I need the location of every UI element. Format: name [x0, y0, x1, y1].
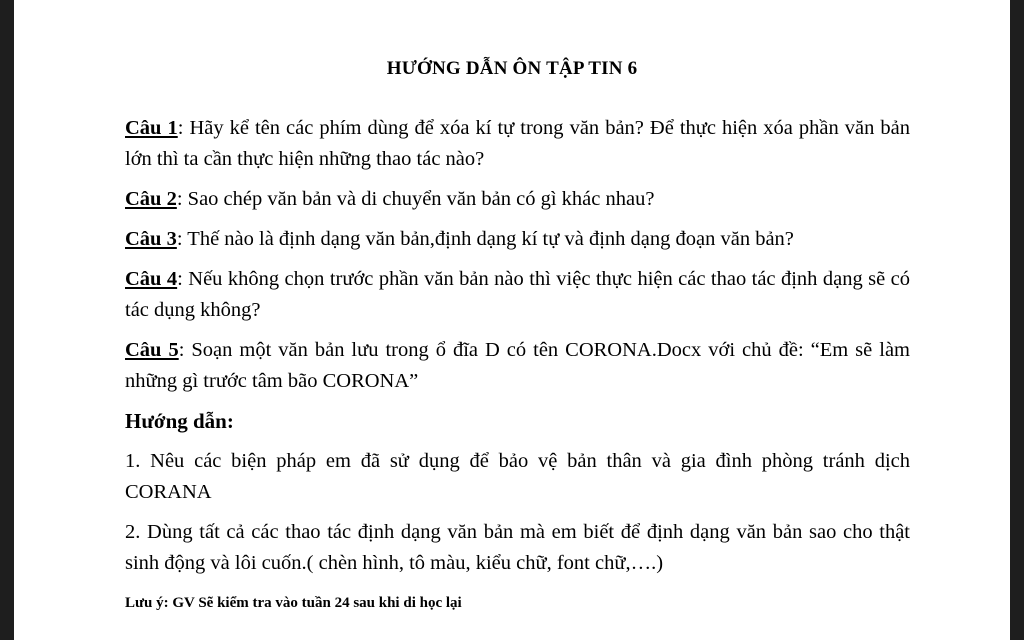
question-4-label: Câu 4	[125, 268, 178, 290]
question-2-label: Câu 2	[125, 188, 177, 210]
question-5-label: Câu 5	[125, 339, 179, 361]
question-3-label: Câu 3	[125, 228, 177, 250]
guide-heading: Hướng dẫn:	[125, 409, 234, 433]
viewer-left-border	[0, 0, 14, 640]
question-1-text: : Hãy kể tên các phím dùng để xóa kí tự trong văn bản? Để thực hiện xóa phần văn bản lớn thì ta cần thực hiện những thao tác nào?	[125, 117, 910, 170]
question-4-text: : Nếu không chọn trước phần văn bản nào thì việc thực hiện các thao tác định dạng sẽ có tác dụng không?	[125, 268, 910, 321]
viewer-right-border	[1010, 0, 1024, 640]
question-2	[125, 184, 910, 215]
question-5-text: : Soạn một văn bản lưu trong ổ đĩa D có tên CORONA.Docx với chủ đề: “Em sẽ làm những gì trước tâm bão CORONA”	[125, 339, 910, 392]
question-5	[125, 335, 910, 397]
document-body	[125, 113, 910, 619]
question-1-label: Câu 1	[125, 117, 178, 139]
note-text: Lưu ý: GV Sẽ kiểm tra vào tuần 24 sau khi di học lại	[125, 595, 462, 611]
question-3	[125, 224, 910, 255]
question-2-text: : Sao chép văn bản và di chuyển văn bản có gì khác nhau?	[176, 188, 655, 210]
guide-item-2: 2. Dùng tất cả các thao tác định dạng văn bản mà em biết để định dạng văn bản sao cho thật sinh động và lôi cuốn.( chèn hình, tô màu, kiểu chữ, font chữ,….)	[125, 521, 910, 574]
question-3-text: : Thế nào là định dạng văn bản,định dạng kí tự và định dạng đoạn văn bản?	[176, 228, 794, 250]
question-4	[125, 264, 910, 326]
document-page	[14, 0, 1010, 640]
document-title: HƯỚNG DẪN ÔN TẬP TIN 6	[386, 58, 638, 79]
question-1	[125, 113, 910, 175]
guide-item-1: 1. Nêu các biện pháp em đã sử dụng để bảo vệ bản thân và gia đình phòng tránh dịch CORANA	[125, 450, 910, 503]
